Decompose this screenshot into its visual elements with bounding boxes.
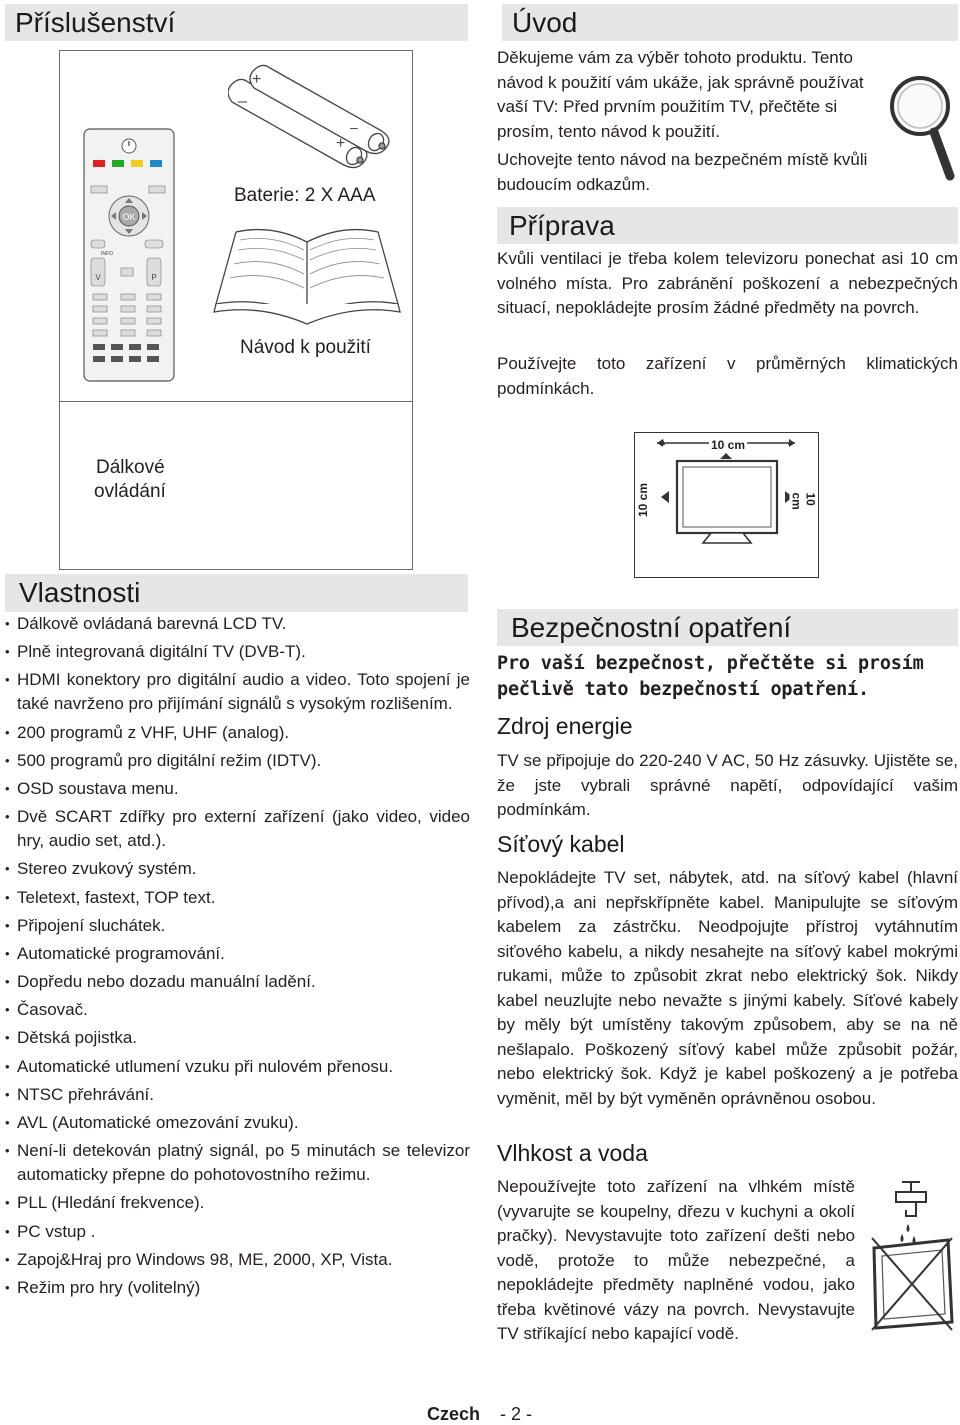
list-item: • Plně integrovaná digitální TV (DVB-T). (5, 640, 470, 664)
list-item: • Režim pro hry (volitelný) (5, 1276, 470, 1300)
accessories-divider (60, 401, 412, 402)
svg-text:+: + (336, 135, 346, 152)
list-item: • Automatické programování. (5, 942, 470, 966)
intro-heading: Úvod (502, 4, 958, 41)
clearance-left-label: 10 cm (636, 482, 651, 518)
svg-text:–: – (350, 119, 358, 135)
intro-paragraph-2: Uchovejte tento návod na bezpečném místě kvůli budoucím odkazům. (497, 150, 868, 194)
remote-label-line-2: ovládání (94, 481, 166, 502)
remote-info-label: INFO (101, 251, 113, 257)
magnifier-icon (886, 72, 958, 182)
remote-v-label: V (95, 273, 101, 282)
list-item: • PLL (Hledání frekvence). (5, 1191, 470, 1215)
batteries-label: Baterie: 2 X AAA (234, 185, 376, 206)
no-water-icon (866, 1178, 958, 1334)
tv-clearance-diagram (634, 432, 819, 578)
list-item: • Není-li detekován platný signál, po 5 minutách se televizor automaticky přepne do pohotovostního režimu. (5, 1139, 470, 1187)
intro-paragraph-1: Děkujeme vám za výběr tohoto produktu. Tento návod k použití vám ukáže, jak správně používat vaší TV: Před prvním použitím TV, přečtěte si prosím, tento návod k použití. (497, 48, 864, 141)
list-item: • NTSC přehrávání. (5, 1083, 470, 1107)
svg-text:–: – (238, 93, 247, 110)
preparation-paragraph-2: Používejte toto zařízení v průměrných klimatických podmínkách. (497, 354, 958, 398)
batteries-image (228, 62, 398, 174)
list-item: • Zapoj&Hraj pro Windows 98, ME, 2000, XP, Vista. (5, 1248, 470, 1272)
list-item: • OSD soustava menu. (5, 777, 470, 801)
features-heading: Vlastnosti (5, 574, 468, 612)
list-item: • Automatické utlumení vzuku při nulovém přenosu. (5, 1055, 470, 1079)
list-item: • PC vstup . (5, 1220, 470, 1244)
list-item: • Stereo zvukový systém. (5, 857, 470, 881)
accessories-heading: Příslušenství (5, 4, 468, 41)
remote-label-line-1: Dálkové (96, 457, 165, 478)
list-item: • 200 programů z VHF, UHF (analog). (5, 721, 470, 745)
manual-label: Návod k použití (240, 337, 371, 358)
power-cable-text: Nepokládejte TV set, nábytek, atd. na síťový kabel (hlavní přívod),a ani nepřskřípněte kabel. Manipulujte se síťovým kabelem za zástrčku. Neodpojujte přístroj vytáhnutím siťového kabelu, a nikdy nesahejte na síťový kabel mokrými rukami, může to způsobit zkrat nebo elektrický šok. Nikdy kabel neuzlujte nebo nevažte s jinými kabely. Síťové kabely by měly být umístěny takovým způsobem, aby se na ně nešlapalo. Poškozený síťový kabel může způsobit požár, nebo elektrický šok. Když je kabel poškozený a je potřeba vyměnit, měl by být vyměněn oprávněnou osobou. (497, 868, 958, 1108)
list-item: • 500 programů pro digitální režim (IDTV). (5, 749, 470, 773)
list-item: • HDMI konektory pro digitální audio a video. Toto spojení je také navrženo pro přijímání signálů s vysokým rozlišením. (5, 668, 470, 716)
list-item: • AVL (Automatické omezování zvuku). (5, 1111, 470, 1135)
list-item: • Teletext, fastext, TOP text. (5, 886, 470, 910)
manual-book-image (212, 220, 402, 330)
list-item: • Časovač. (5, 998, 470, 1022)
svg-text:+: + (252, 71, 262, 88)
preparation-paragraph-1: Kvůli ventilaci je třeba kolem televizoru ponechat asi 10 cm volného místa. Pro zabránění poškození a nebezpečných situací, nepokládejte prosím žádné předměty na povrch. (497, 249, 958, 317)
remote-ok-label: OK (122, 212, 136, 222)
remote-control-image (83, 128, 175, 382)
footer-language: Czech (427, 1404, 481, 1424)
preparation-heading: Příprava (497, 207, 958, 244)
list-item: • Připojení sluchátek. (5, 914, 470, 938)
power-source-text: TV se připojuje do 220-240 V AC, 50 Hz zásuvky. Ujistěte se, že jste vybrali správné napětí, odpovídající vašim podmínkám. (497, 751, 958, 819)
footer-page-number: - 2 - (500, 1404, 533, 1424)
power-cable-heading: Síťový kabel (497, 831, 625, 857)
list-item: • Dálkově ovládaná barevná LCD TV. (5, 612, 470, 636)
clearance-right-label: 10 cm (790, 493, 818, 522)
safety-intro: Pro vaší bezpečnost, přečtěte si prosím pečlivě tato bezpečností opatření. (497, 653, 924, 700)
features-list (5, 612, 470, 1304)
list-item: • Dvě SCART zdířky pro externí zařízení (jako video, video hry, audio set, atd.). (5, 805, 470, 853)
remote-p-label: P (151, 273, 157, 282)
moisture-heading: Vlhkost a voda (497, 1140, 648, 1166)
safety-heading: Bezpečnostní opatření (497, 609, 958, 646)
power-source-heading: Zdroj energie (497, 713, 633, 739)
list-item: • Dětská pojistka. (5, 1026, 470, 1050)
moisture-text: Nepoužívejte toto zařízení na vlhkém místě (vyvarujte se koupelny, dřezu v kuchyni a okolí pračky). Nevystavujte toto zařízení dešti nebo vodě, protože to může nebezpečné, a nepokládejte předměty naplněné vodou, jako třeba květinové vázy na povrch. Nevystavujte TV stříkající nebo kapající vodě. (497, 1177, 855, 1343)
clearance-top-label: 10 cm (711, 438, 746, 452)
list-item: • Dopředu nebo dozadu manuální ladění. (5, 970, 470, 994)
